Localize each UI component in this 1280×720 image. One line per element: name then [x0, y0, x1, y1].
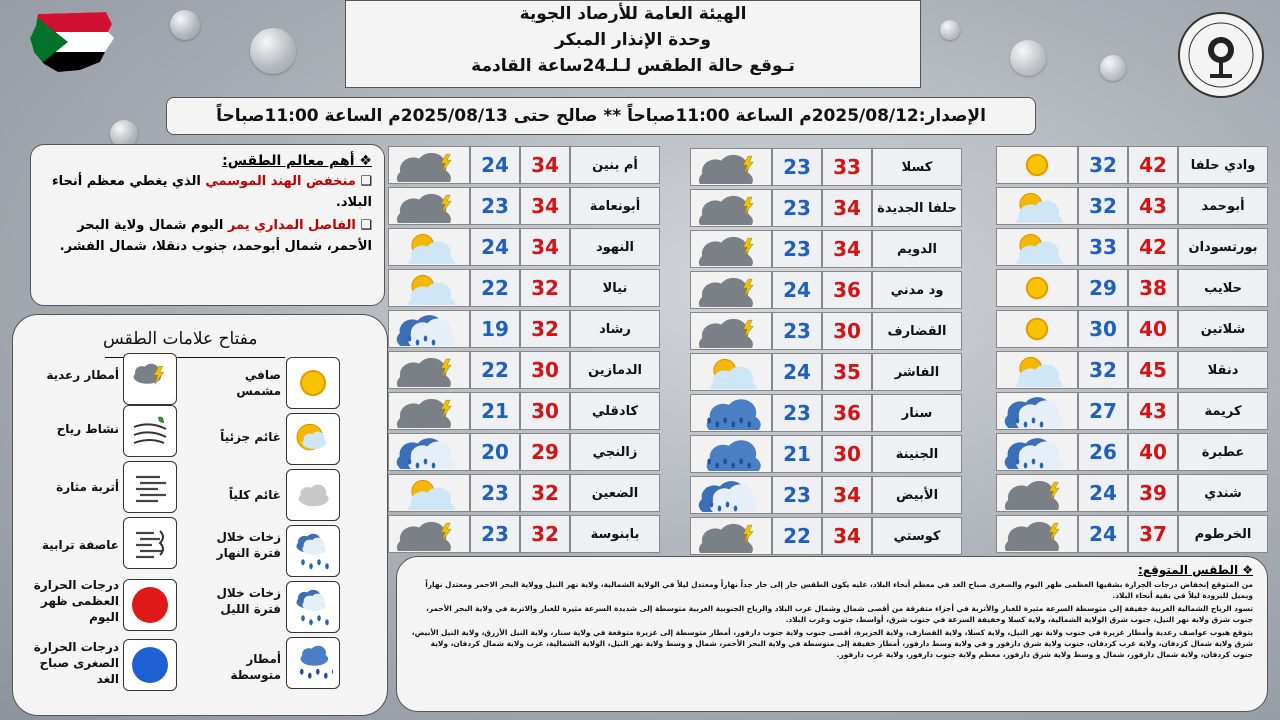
city-row [388, 515, 660, 553]
city-row [996, 351, 1268, 389]
city-row [388, 187, 660, 225]
max-temp: 32 [520, 310, 570, 348]
authority-title: الهيئة العامة للأرصاد الجوية [519, 4, 747, 24]
max-temp: 45 [1128, 351, 1178, 389]
city-row [996, 187, 1268, 225]
partly-cloudy-icon [996, 351, 1078, 389]
city-name: أبونعامة [570, 187, 660, 225]
min-temp: 29 [1078, 269, 1128, 307]
min-temp: 22 [772, 517, 822, 555]
max-temp: 34 [520, 187, 570, 225]
city-row [388, 310, 660, 348]
city-row [996, 433, 1268, 471]
max-temp: 30 [520, 351, 570, 389]
min-temp: 24 [1078, 515, 1128, 553]
legend-label: نشاط رياح [56, 422, 119, 436]
city-row [388, 351, 660, 389]
min-temp: 30 [1078, 310, 1128, 348]
forecast-title: تـوقع حالة الطقس لـلـ24ساعة القادمة [471, 56, 795, 76]
max-temp: 33 [822, 148, 872, 186]
city-name: كادقلي [570, 392, 660, 430]
raindrop-decoration [250, 28, 296, 74]
partly-cloudy-icon [388, 269, 470, 307]
city-row [996, 228, 1268, 266]
thunderstorm-icon [996, 474, 1078, 512]
moderate-rain-icon [286, 637, 340, 689]
max-temp: 34 [520, 228, 570, 266]
min-temp: 22 [470, 269, 520, 307]
legend-title: مفتاح علامات الطقس [103, 329, 258, 349]
max-temp: 36 [822, 394, 872, 432]
min-temp: 19 [470, 310, 520, 348]
city-name: أبوحمد [1178, 187, 1268, 225]
max-temp: 34 [822, 517, 872, 555]
min-temp: 27 [1078, 392, 1128, 430]
feature-item: ❑ منخفض الهند الموسمي الذي يغطي معظم أنحاء البلاد. [51, 174, 372, 210]
max-temp: 36 [822, 271, 872, 309]
max-temp: 30 [822, 435, 872, 473]
city-row [996, 269, 1268, 307]
max-temp: 30 [822, 312, 872, 350]
city-row [388, 146, 660, 184]
city-name: كريمة [1178, 392, 1268, 430]
legend-label: غائم كلياً [228, 488, 281, 502]
min-temp: 23 [772, 148, 822, 186]
legend-label: أمطار متوسطة [230, 652, 281, 682]
night-showers-icon [286, 581, 340, 633]
max-temp: 40 [1128, 433, 1178, 471]
legend-label: غائم جزئياً [220, 430, 281, 444]
day-showers-icon [286, 525, 340, 577]
city-name: كسلا [872, 148, 962, 186]
thunderstorm-icon [388, 146, 470, 184]
city-name: الأبيض [872, 476, 962, 514]
city-row [996, 392, 1268, 430]
thunderstorm-icon [388, 187, 470, 225]
sun-icon [996, 310, 1078, 348]
sun-icon [996, 146, 1078, 184]
min-temp: 24 [772, 271, 822, 309]
max-temp: 35 [822, 353, 872, 391]
max-temp: 32 [520, 474, 570, 512]
feature-item: ❑ الفاصل المداري يمر اليوم شمال ولاية البحر الأحمر، شمال أبوحمد، جنوب دنقلا، شمال الفشر. [59, 218, 372, 254]
legend-label: أمطار رعدية [46, 368, 119, 382]
showers-icon [388, 433, 470, 471]
legend-label: زخات خلال فترة الليل [216, 586, 281, 616]
city-row [388, 269, 660, 307]
sun-icon [286, 357, 340, 409]
city-name: حلايب [1178, 269, 1268, 307]
thunderstorm-icon [388, 392, 470, 430]
max-temp: 32 [520, 269, 570, 307]
raindrop-decoration [170, 10, 200, 40]
min-temp: 20 [470, 433, 520, 471]
city-name: الفاشر [872, 353, 962, 391]
min-temp: 24 [470, 228, 520, 266]
wind-icon [123, 405, 177, 457]
city-row [690, 435, 962, 473]
min-temp: 32 [1078, 351, 1128, 389]
thunderstorm-icon [690, 230, 772, 268]
max-temp: 37 [1128, 515, 1178, 553]
max-temp: 39 [1128, 474, 1178, 512]
city-name: عطبرة [1178, 433, 1268, 471]
legend-label: عاصفة ترابية [41, 538, 119, 552]
min-temp: 23 [772, 312, 822, 350]
city-row [388, 228, 660, 266]
min-temp: 32 [1078, 146, 1128, 184]
city-name: سنار [872, 394, 962, 432]
city-name: شندي [1178, 474, 1268, 512]
city-row [690, 230, 962, 268]
city-name: الجنينة [872, 435, 962, 473]
header-panel [345, 0, 921, 88]
min-temp: 23 [470, 187, 520, 225]
max-temp: 38 [1128, 269, 1178, 307]
city-row [690, 476, 962, 514]
min-temp: 23 [772, 394, 822, 432]
partly-cloudy-icon [690, 353, 772, 391]
min-temp: 33 [1078, 228, 1128, 266]
thunderstorm-icon [690, 312, 772, 350]
city-name: ود مدني [872, 271, 962, 309]
city-name: النهود [570, 228, 660, 266]
min-temp: 22 [470, 351, 520, 389]
legend-label: أتربة مثارة [56, 480, 119, 494]
issue-bar [166, 97, 1036, 135]
max-temp: 34 [822, 230, 872, 268]
city-row [690, 353, 962, 391]
thunderstorm-icon [690, 148, 772, 186]
min-temp: 21 [470, 392, 520, 430]
partly-cloudy-icon [388, 228, 470, 266]
unit-title: وحدة الإنذار المبكر [555, 30, 711, 50]
min-temp: 24 [1078, 474, 1128, 512]
max-temp: 29 [520, 433, 570, 471]
city-name: القضارف [872, 312, 962, 350]
city-row [690, 394, 962, 432]
city-name: أم بنين [570, 146, 660, 184]
min-temp: 21 [772, 435, 822, 473]
thunderstorm-icon [690, 517, 772, 555]
city-name: شلاتين [1178, 310, 1268, 348]
city-row [690, 517, 962, 555]
showers-icon [996, 433, 1078, 471]
city-name: حلفا الجديدة [872, 189, 962, 227]
city-row [996, 146, 1268, 184]
partly-cloudy-icon [996, 228, 1078, 266]
legend-panel [12, 314, 388, 716]
max-temp: 40 [1128, 310, 1178, 348]
cloudy-icon [286, 469, 340, 521]
min-temp: 24 [470, 146, 520, 184]
city-row [388, 392, 660, 430]
thunderstorm-icon [123, 353, 177, 405]
max-temp: 34 [822, 476, 872, 514]
min-temp-icon [123, 639, 177, 691]
dust-storm-icon [123, 517, 177, 569]
city-row [690, 189, 962, 227]
blowing-dust-icon [123, 461, 177, 513]
partly-cloudy-icon [388, 474, 470, 512]
legend-label: درجات الحرارة الصغرى صباح الغد [33, 640, 119, 686]
partly-cloudy-icon [996, 187, 1078, 225]
showers-icon [690, 476, 772, 514]
meteorological-authority-logo [1176, 10, 1266, 100]
min-temp: 23 [470, 515, 520, 553]
max-temp: 32 [520, 515, 570, 553]
city-row [996, 515, 1268, 553]
max-temp: 43 [1128, 187, 1178, 225]
max-temp: 42 [1128, 146, 1178, 184]
city-name: بورتسودان [1178, 228, 1268, 266]
min-temp: 23 [772, 230, 822, 268]
min-temp: 24 [772, 353, 822, 391]
city-row [388, 474, 660, 512]
city-name: دنقلا [1178, 351, 1268, 389]
max-temp: 43 [1128, 392, 1178, 430]
city-name: الضعين [570, 474, 660, 512]
max-temp: 34 [822, 189, 872, 227]
showers-icon [996, 392, 1078, 430]
thunderstorm-icon [690, 271, 772, 309]
expected-paragraph: يتوقع هبوب عواصف رعدية وأمطار غزيرة في جنوب ولاية نهر النيل، ولاية كسلا، ولاية القضارف، ولاية الجزيرة، أقصى جنوب ولاية جنوب دارفور، أمطار متوسطة إلى غزيرة متوقعة في ولاية سنار، ولاية النيل الأزرق، ولاية النيل الأبيض، شرق ولاية شمال كردفان، ولاية غرب كردفان، جنوب ولاية شرق دارفور و في ولاية وسط دارفور، أمطار خفيفة إلى متوسطة في ولاية البحر الأحمر، شمال و وسط ولاية نهر النيل، الولاية الشمالية، غرب ولاية شمال كردفان، ولاية جنوب كردفان، ولاية شمال دارفور، شمال و وسط ولاية شرق دارفور، معظم ولاية جنوب دارفور، ولاية غرب دارفور. [411, 628, 1253, 659]
raindrop-decoration [940, 20, 960, 40]
max-temp: 42 [1128, 228, 1178, 266]
expected-title: ❖ الطقس المتوقع: [1138, 563, 1253, 577]
raindrop-decoration [1100, 55, 1126, 81]
thunderstorm-icon [388, 351, 470, 389]
thunderstorm-icon [388, 515, 470, 553]
min-temp: 26 [1078, 433, 1128, 471]
legend-label: زخات خلال فترة النهار [216, 530, 281, 560]
city-name: نيالا [570, 269, 660, 307]
showers-icon [388, 310, 470, 348]
city-row [996, 474, 1268, 512]
city-row [996, 310, 1268, 348]
thunderstorm-icon [690, 189, 772, 227]
features-title: ❖ أهم معالم الطقس: [222, 153, 372, 169]
max-temp: 34 [520, 146, 570, 184]
raindrop-decoration [1010, 40, 1046, 76]
city-name: رشاد [570, 310, 660, 348]
city-name: زالنجي [570, 433, 660, 471]
min-temp: 23 [470, 474, 520, 512]
city-row [690, 271, 962, 309]
city-name: الدويم [872, 230, 962, 268]
city-name: الخرطوم [1178, 515, 1268, 553]
city-name: وادي حلفا [1178, 146, 1268, 184]
city-name: بابنوسة [570, 515, 660, 553]
min-temp: 23 [772, 476, 822, 514]
moderate-rain-icon [690, 394, 772, 432]
thunderstorm-icon [996, 515, 1078, 553]
city-row [388, 433, 660, 471]
legend-label: درجات الحرارة العظمى ظهر اليوم [33, 578, 119, 624]
city-row [690, 312, 962, 350]
issue-validity-text: الإصدار:2025/08/12م الساعة 11:00صباحاً ** صالح حتى 2025/08/13م الساعة 11:00صباحاً [216, 106, 986, 126]
max-temp: 30 [520, 392, 570, 430]
min-temp: 32 [1078, 187, 1128, 225]
city-row [690, 148, 962, 186]
weather-features-panel [30, 144, 385, 306]
partly-cloudy-icon [286, 413, 340, 465]
expected-paragraph: من المتوقع إنخفاض درجات الحرارة بشقيها العظمى ظهر اليوم والصغرى صباح الغد في معظم أنحاء البلاد، عليه يكون الطقس حار إلى حار جداً نهاراً ومعتدل ليلاً في الولاية الشمالية، ولاية نهر النيل وولاية البحر الاحمر ومعتدل نهاراً ويميل للبرودة ليلاً في بقية أنحاء البلاد. [425, 580, 1253, 600]
expected-weather-panel [396, 556, 1268, 712]
sudan-flag-map-icon [28, 10, 114, 74]
expected-paragraph: تسود الرياح الشمالية الغربية خفيفة إلى متوسطة السرعة مثيرة للغبار والأتربة في أجزاء متفرقة من أقصى شمال وشمال غرب البلاد والرياح الجنوبية الغربية متوسطة إلى شديدة السرعة مثيرة للغبار والاتربة في ولاية البحر الأحمر، جنوب شرق ولاية نهر النيل، جنوب شرق الولاية الشمالية، ولاية كسلا وخفيفة السرعة في جنوب شرق، أواسط، جنوب وغرب البلاد. [426, 604, 1253, 624]
moderate-rain-icon [690, 435, 772, 473]
city-name: كوستي [872, 517, 962, 555]
legend-label: صافي مشمس [236, 368, 281, 398]
max-temp-icon [123, 579, 177, 631]
city-name: الدمازين [570, 351, 660, 389]
min-temp: 23 [772, 189, 822, 227]
sun-icon [996, 269, 1078, 307]
